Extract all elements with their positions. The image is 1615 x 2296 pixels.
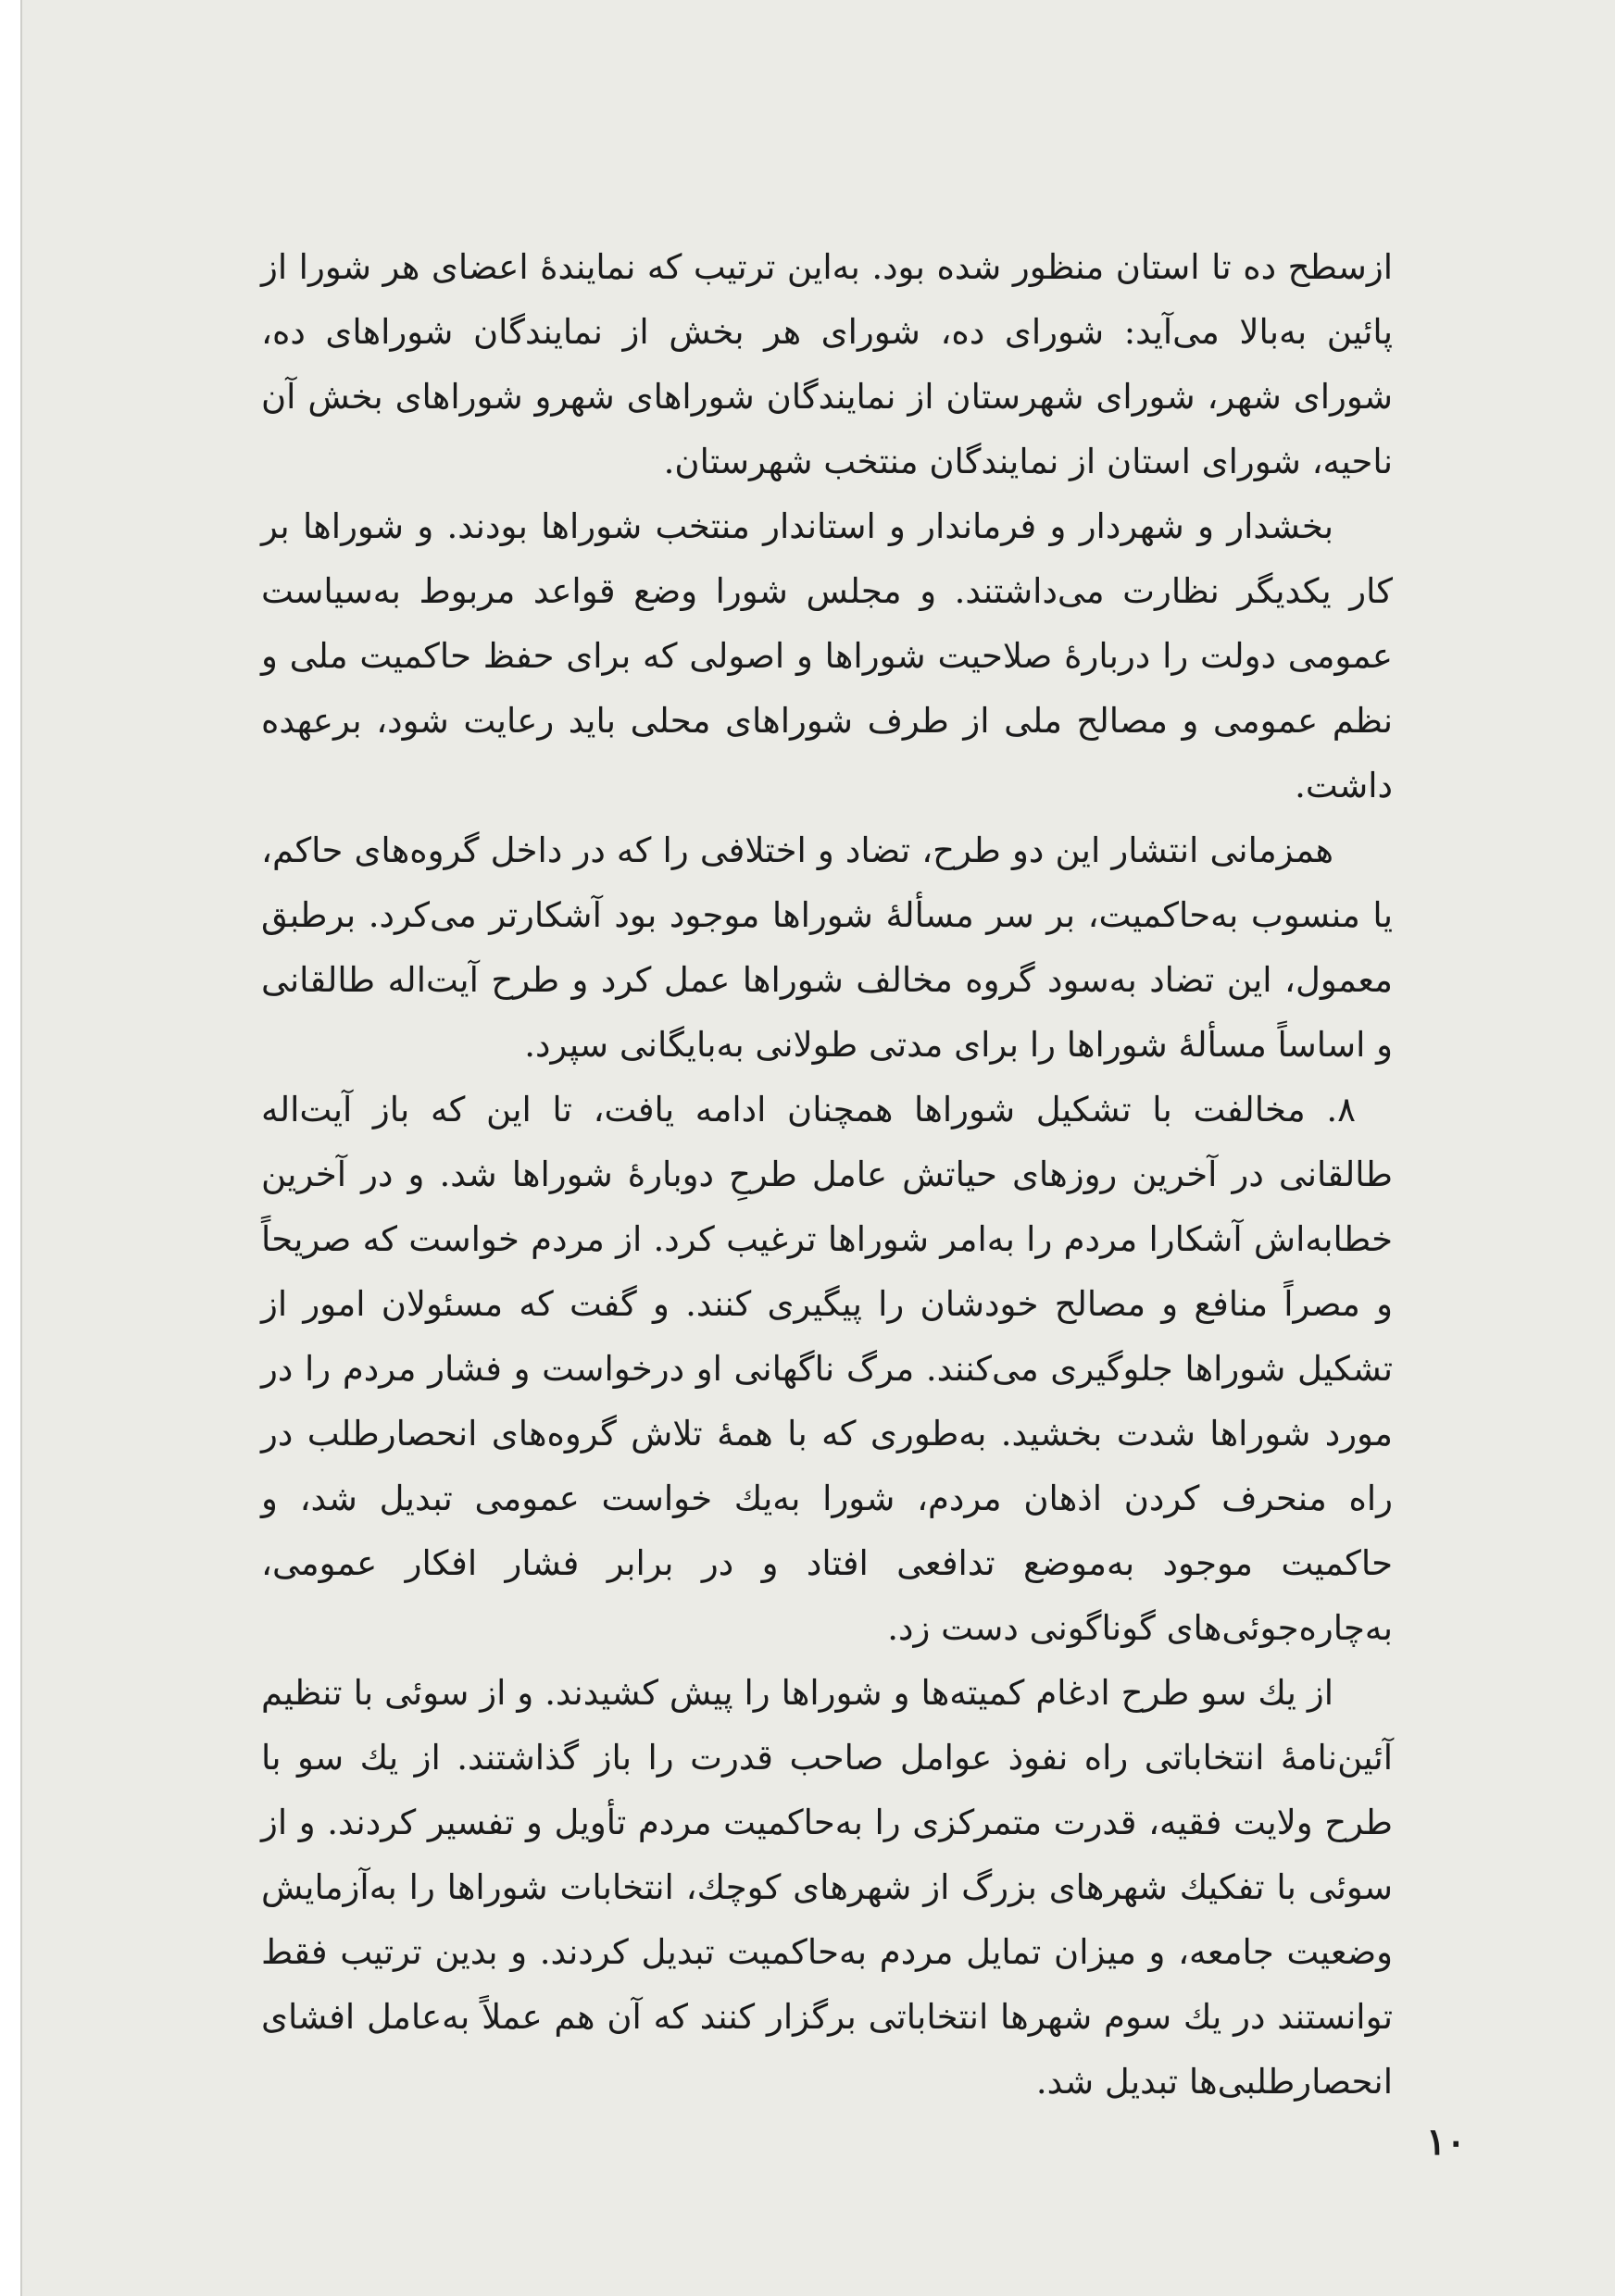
paragraph-2: بخشدار و شهردار و فرماندار و استاندار منتخب شوراها بودند. و شوراها بر کار یکدیگر نظارت می‌داشتند. و مجلس شورا وضع قواعد مربوط به‌سیاست عمومی دولت را دربارهٔ صلاحیت شوراها و اصولی که برای حفظ حاکمیت ملی و نظم عمومی و مصالح ملی از طرف شوراهای محلی باید رعایت شود، برعهده داشت.	[261, 506, 1393, 805]
page-number: ۱۰	[1426, 2120, 1466, 2164]
paragraph-3: همزمانی انتشار این دو طرح، تضاد و اختلافی را که در داخل گروه‌های حاکم، یا منسوب به‌حاکمیت، بر سر مسألهٔ شوراها موجود بود آشکارتر می‌کرد. برطبق معمول، این تضاد به‌سود گروه مخالف شوراها عمل کرد و طرح آیت‌اله طالقانی و اساساً مسألهٔ شوراها را برای مدتی طولانی به‌بایگانی سپرد.	[261, 830, 1393, 1065]
paragraph-1: ازسطح ده تا استان منظور شده بود. به‌این ترتیب که نمایندهٔ اعضای هر شورا از پائین به‌بالا می‌آید: شورای ده، شورای هر بخش از نمایندگان شوراهای ده، شورای شهر، شورای شهرستان از نمایندگان شوراهای شهرو شوراهای بخش آن ناحیه، شورای استان از نمایندگان منتخب شهرستان.	[261, 247, 1393, 481]
body-text	[261, 235, 1393, 2115]
page-sheet	[20, 0, 1615, 2296]
paragraph-5: از یك سو طرح ادغام کمیته‌ها و شوراها را پیش کشیدند. و از سوئی با تنظیم آئین‌نامهٔ انتخاباتی راه نفوذ عوامل صاحب قدرت را باز گذاشتند. از یك سو با طرح ولایت فقیه، قدرت متمرکزی را به‌حاکمیت مردم تأویل و تفسیر کردند. و از سوئی با تفکیك شهرهای بزرگ از شهرهای کوچك، انتخابات شوراها را به‌آزمایش وضعیت جامعه، و میزان تمایل مردم به‌حاکمیت تبدیل کردند. و بدین ترتیب فقط توانستند در یك سوم شهرها انتخاباتی برگزار کنند که آن هم عملاً به‌عامل افشای انحصارطلبی‌ها تبدیل شد.	[261, 1673, 1393, 2102]
paragraph-4: ۸. مخالفت با تشکیل شوراها همچنان ادامه یافت، تا این که باز آیت‌اله طالقانی در آخرین روزهای حیاتش عامل طرحِ دوبارهٔ شوراها شد. و در آخرین خطابه‌اش آشکارا مردم را به‌امر شوراها ترغیب کرد. از مردم خواست که صریحاً و مصراً منافع و مصالح خودشان را پیگیری کنند. و گفت که مسئولان امور از تشکیل شوراها جلوگیری می‌کنند. مرگ ناگهانی او درخواست و فشار مردم را در مورد شوراها شدت بخشید. به‌طوری که با همهٔ تلاش گروه‌های انحصارطلب در راه منحرف کردن اذهان مردم، شورا به‌یك خواست عمومی تبدیل شد، و حاکمیت موجود به‌موضع تدافعی افتاد و در برابر فشار افکار عمومی، به‌چاره‌جوئی‌های گوناگونی دست زد.	[261, 1090, 1393, 1648]
